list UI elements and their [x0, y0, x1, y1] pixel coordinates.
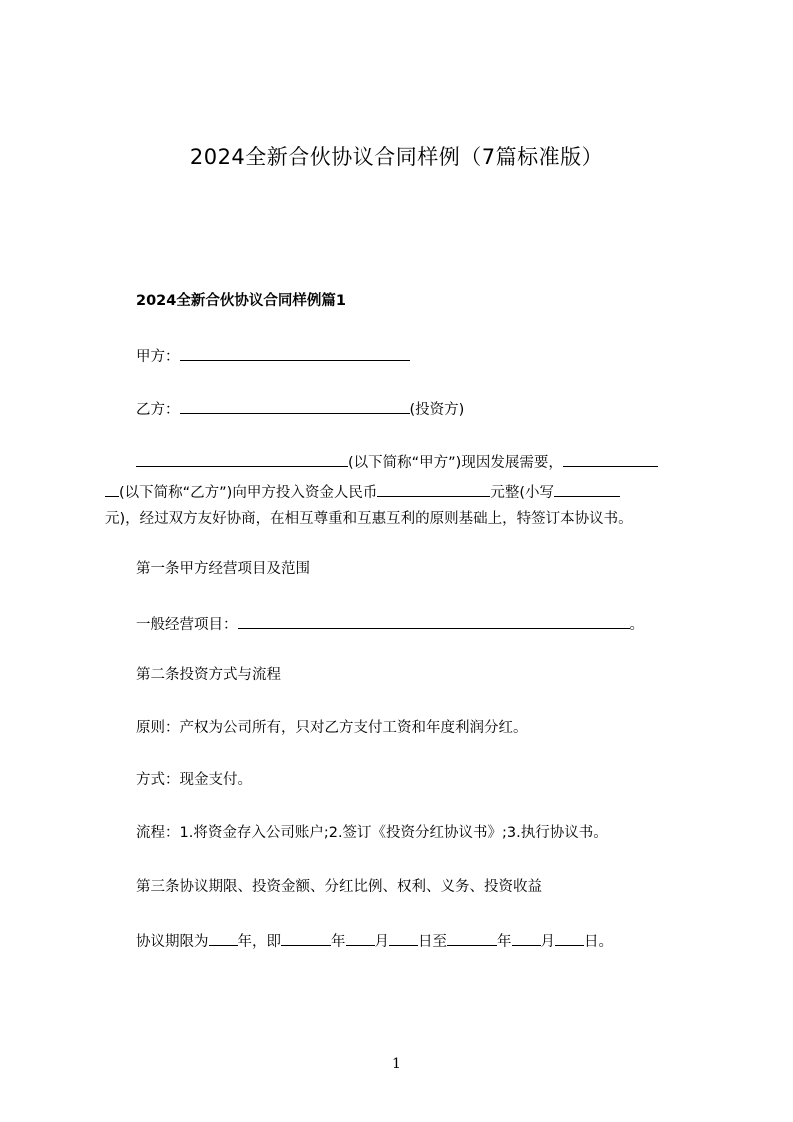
end-year-blank[interactable] [447, 930, 497, 946]
term-month1: 月 [374, 934, 389, 950]
start-day-blank[interactable] [389, 930, 418, 946]
principle-line: 原则：产权为公司所有，只对乙方支付工资和年度利润分红。 [136, 720, 528, 736]
article2-title: 第二条投资方式与流程 [136, 667, 281, 683]
term-year1: 年，即 [237, 934, 281, 950]
para1-line3: 元)，经过双方友好协商，在相互尊重和互惠互利的原则基础上，特签订本协议书。 [105, 511, 633, 527]
document-title: 2024全新合伙协议合同样例（7篇标准版） [189, 145, 604, 169]
para1-party-b-blank-start[interactable] [563, 451, 658, 467]
party-a-line [136, 345, 410, 367]
party-a-blank[interactable] [180, 345, 410, 361]
article3-title: 第三条协议期限、投资金额、分红比例、权利、义务、投资收益 [136, 879, 542, 895]
page-number: 1 [392, 1056, 401, 1072]
para1-line2-a: (以下简称“乙方”)向甲方投入资金人民币 [119, 485, 378, 501]
para1-line1 [136, 451, 658, 473]
method-line: 方式：现金支付。 [136, 772, 252, 788]
term-day1: 日至 [418, 934, 447, 950]
business-scope-blank[interactable] [238, 613, 630, 629]
party-b-label: 乙方： [136, 402, 180, 418]
party-b-suffix: (投资方) [409, 402, 465, 418]
section-heading: 2024全新合伙协议合同样例篇1 [136, 293, 346, 309]
end-day-blank[interactable] [555, 930, 584, 946]
business-scope-label: 一般经营项目： [136, 617, 238, 633]
term-day2: 日。 [584, 934, 613, 950]
para1-line1-text: (以下简称“甲方”)现因发展需要， [348, 455, 563, 471]
article1-title: 第一条甲方经营项目及范围 [136, 561, 310, 577]
term-year3: 年 [497, 934, 512, 950]
business-scope-line [136, 613, 644, 635]
term-month2: 月 [540, 934, 555, 950]
party-b-blank[interactable] [180, 398, 410, 414]
term-line [136, 930, 613, 952]
start-month-blank[interactable] [346, 930, 375, 946]
term-years-blank[interactable] [209, 930, 238, 946]
para1-line2-b: 元整(小写 [490, 485, 555, 501]
party-b-line [136, 398, 464, 420]
start-year-blank[interactable] [281, 930, 331, 946]
term-year2: 年 [331, 934, 346, 950]
para1-party-b-blank-end[interactable] [105, 481, 119, 497]
party-a-label: 甲方： [136, 349, 180, 365]
amount-lower-blank[interactable] [554, 481, 620, 497]
business-scope-end: 。 [629, 617, 644, 633]
process-line: 流程：1.将资金存入公司账户;2.签订《投资分红协议书》;3.执行协议书。 [136, 825, 608, 841]
end-month-blank[interactable] [512, 930, 541, 946]
amount-upper-blank[interactable] [377, 481, 490, 497]
para1-party-a-blank[interactable] [136, 451, 348, 467]
para1-line2 [105, 481, 620, 503]
term-prefix: 协议期限为 [136, 934, 209, 950]
